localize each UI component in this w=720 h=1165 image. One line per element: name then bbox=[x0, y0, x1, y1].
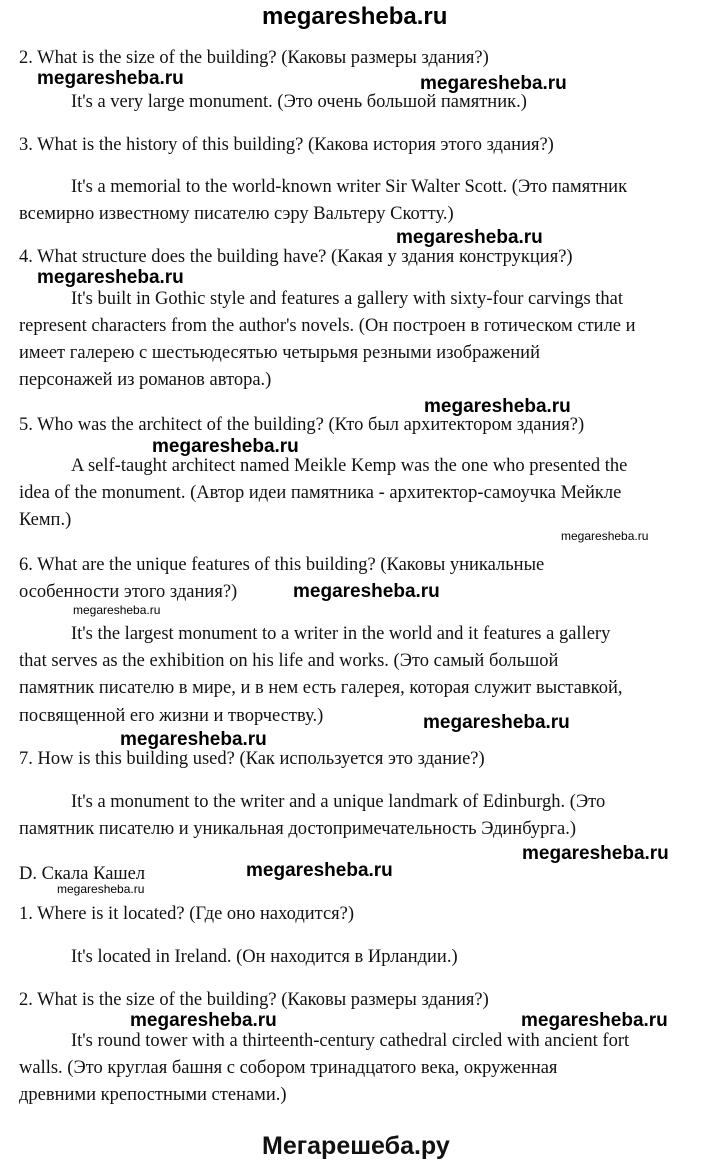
watermark: megaresheba.ru bbox=[57, 882, 145, 896]
watermark: megaresheba.ru bbox=[396, 227, 543, 248]
section-d-answer-2-line-1: It's round tower with a thirteenth-century cathedral circled with ancient fort bbox=[71, 1031, 630, 1051]
answer-6-line-2: that serves as the exhibition on his life and works. (Это самый большой bbox=[19, 651, 559, 671]
question-2: 2. What is the size of the building? (Каковы размеры здания?) bbox=[19, 48, 489, 68]
watermark: megaresheba.ru bbox=[420, 73, 567, 94]
question-7: 7. How is this building used? (Как используется это здание?) bbox=[19, 749, 485, 769]
watermark: megaresheba.ru bbox=[73, 603, 161, 617]
question-6-line-2: особенности этого здания?) bbox=[19, 582, 238, 602]
answer-6-line-1: It's the largest monument to a writer in the world and it features a gallery bbox=[71, 624, 611, 644]
section-d-heading: D. Скала Кашел bbox=[19, 864, 146, 884]
answer-3-line-1: It's a memorial to the world-known writer Sir Walter Scott. (Это памятник bbox=[71, 177, 628, 197]
watermark: megaresheba.ru bbox=[246, 860, 393, 881]
site-header: megaresheba.ru bbox=[262, 3, 448, 30]
watermark: megaresheba.ru bbox=[521, 1010, 668, 1031]
answer-7-line-2: памятник писателю и уникальная достопримечательность Эдинбурга.) bbox=[19, 819, 577, 839]
watermark: megaresheba.ru bbox=[561, 529, 649, 543]
site-footer: Мегарешеба.ру bbox=[262, 1132, 450, 1160]
answer-2: It's a very large monument. (Это очень большой памятник.) bbox=[71, 92, 527, 112]
section-d-answer-2-line-2: walls. (Это круглая башня с собором тринадцатого века, окруженная bbox=[19, 1058, 558, 1078]
section-d-answer-2-line-3: древними крепостными стенами.) bbox=[19, 1085, 287, 1105]
answer-5-line-2: idea of the monument. (Автор идеи памятника - архитектор-самоучка Мейкле bbox=[19, 483, 622, 503]
watermark: megaresheba.ru bbox=[120, 729, 267, 750]
question-5: 5. Who was the architect of the building? (Кто был архитектором здания?) bbox=[19, 415, 585, 435]
answer-6-line-3: памятник писателю в мире, и в нем есть галерея, которая служит выставкой, bbox=[19, 678, 623, 698]
watermark: megaresheba.ru bbox=[152, 436, 299, 457]
answer-4-line-1: It's built in Gothic style and features a gallery with sixty-four carvings that bbox=[71, 289, 624, 309]
watermark: megaresheba.ru bbox=[293, 581, 440, 602]
watermark: megaresheba.ru bbox=[424, 396, 571, 417]
section-d-answer-1: It's located in Ireland. (Он находится в Ирландии.) bbox=[71, 947, 458, 967]
watermark: megaresheba.ru bbox=[37, 68, 184, 89]
answer-4-line-2: represent characters from the author's novels. (Он построен в готическом стиле и bbox=[19, 316, 636, 336]
watermark: megaresheba.ru bbox=[522, 843, 669, 864]
answer-4-line-3: имеет галерею с шестьюдесятью четырьмя резными изображений bbox=[19, 343, 540, 363]
question-3: 3. What is the history of this building? (Какова история этого здания?) bbox=[19, 135, 554, 155]
answer-5-line-1: A self-taught architect named Meikle Kemp was the one who presented the bbox=[71, 456, 628, 476]
watermark: megaresheba.ru bbox=[130, 1010, 277, 1031]
answer-6-line-4: посвященной его жизни и творчеству.) bbox=[19, 706, 324, 726]
watermark: megaresheba.ru bbox=[37, 267, 184, 288]
question-6-line-1: 6. What are the unique features of this building? (Каковы уникальные bbox=[19, 555, 545, 575]
answer-7-line-1: It's a monument to the writer and a unique landmark of Edinburgh. (Это bbox=[71, 792, 606, 812]
question-4: 4. What structure does the building have? (Какая у здания конструкция?) bbox=[19, 247, 573, 267]
answer-4-line-4: персонажей из романов автора.) bbox=[19, 370, 272, 390]
answer-5-line-3: Кемп.) bbox=[19, 510, 72, 530]
answer-3-line-2: всемирно известному писателю сэру Вальтеру Скотту.) bbox=[19, 204, 454, 224]
section-d-question-2: 2. What is the size of the building? (Каковы размеры здания?) bbox=[19, 990, 489, 1010]
section-d-question-1: 1. Where is it located? (Где оно находится?) bbox=[19, 904, 355, 924]
watermark: megaresheba.ru bbox=[423, 712, 570, 733]
